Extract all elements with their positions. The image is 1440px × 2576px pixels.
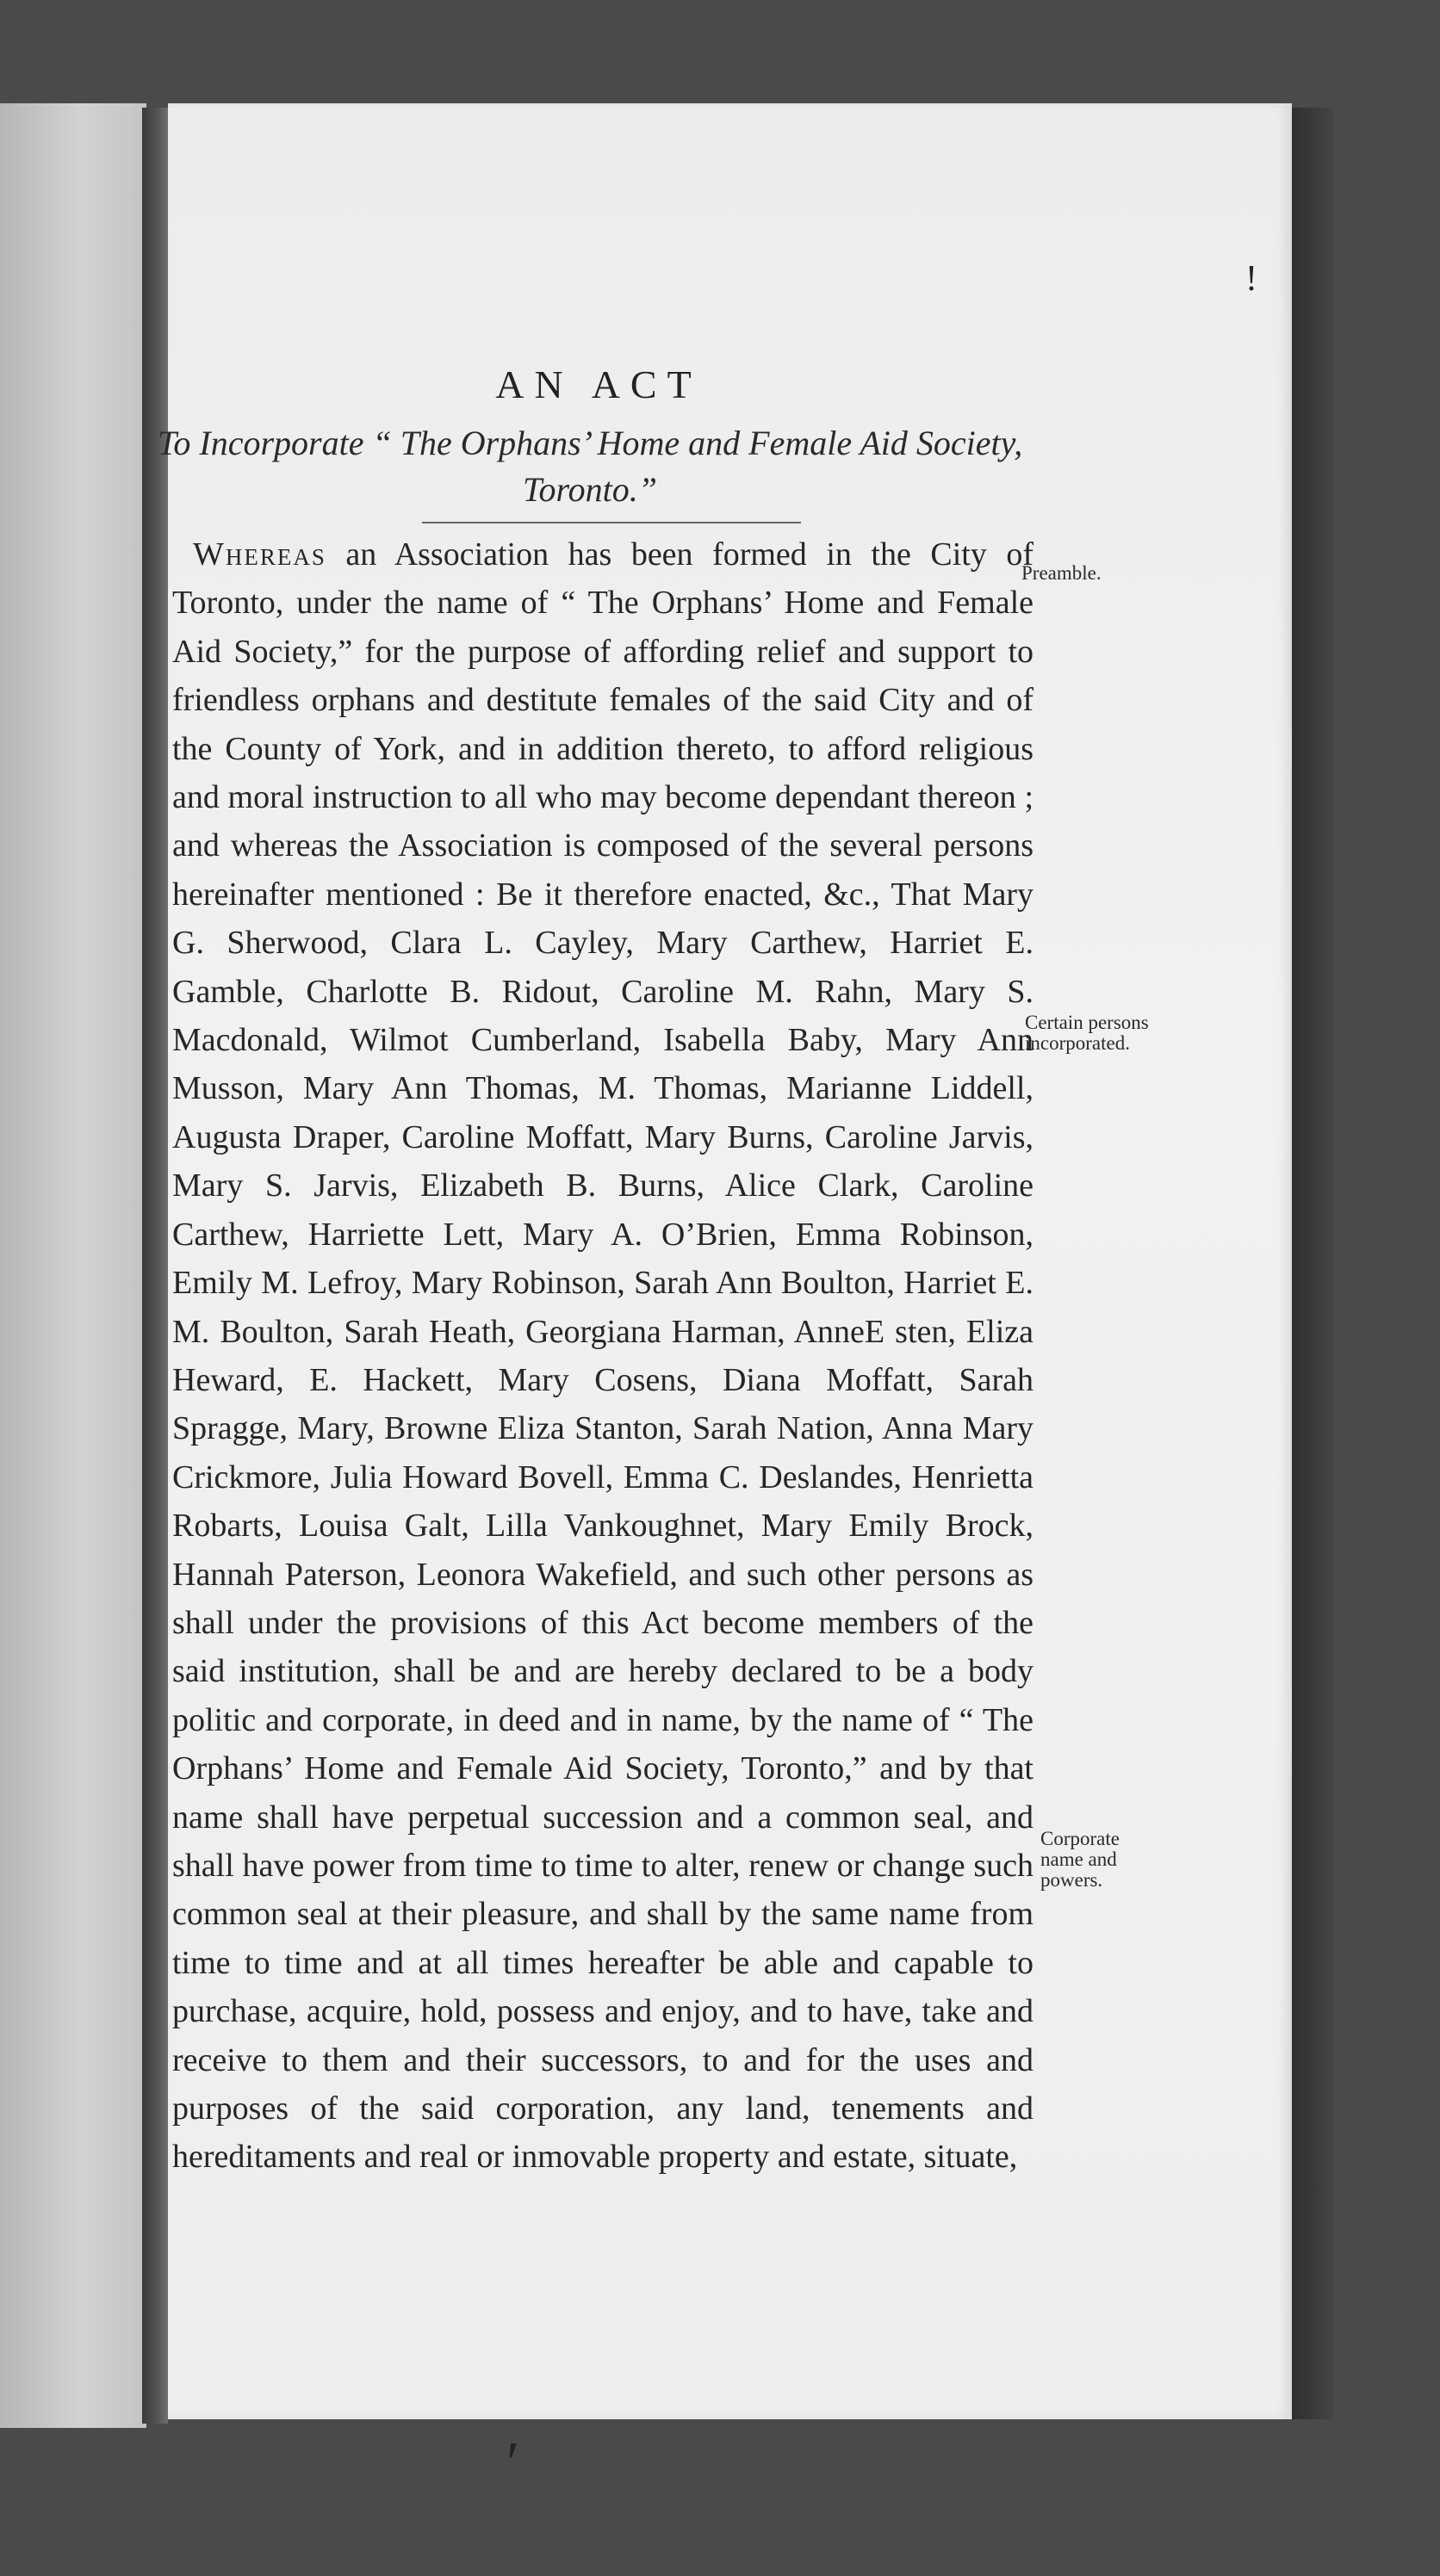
margin-note-corporate-name: Corporate name and powers. bbox=[1040, 1828, 1120, 1891]
body-lead-word: Whereas bbox=[193, 536, 326, 573]
margin-note-certain-persons: Certain persons incorporated. bbox=[1025, 1012, 1149, 1054]
left-facing-page bbox=[0, 103, 146, 2428]
body-text: an Association has been formed in the City of Toronto, under the name of “ The Orphans’ Home and Female Aid Society,” for the purpose of affording relief and support to friendless orphans and destitute females of the said City and of the County of York, and in addition thereto, to afford religious and moral instruction to all who may become dependant thereon ; and whereas the Association is composed of the several persons hereinafter mentioned : Be it therefore enacted, &c., That Mary G. Sherwood, Clara L. Cayley, Mary Carthew, Harriet E. Gamble, Charlotte B. Ridout, Caroline M. Rahn, Mary S. Macdonald, Wilmot Cumberland, Isabella Baby, Mary Ann Musson, Mary Ann Thomas, M. Thomas, Marianne Liddell, Augusta Draper, Caroline Moffatt, Mary Burns, Caroline Jarvis, Mary S. Jarvis, Elizabeth B. Burns, Alice Clark, Caroline Carthew, Harriette Lett, Mary A. O’Brien, Emma Robinson, Emily M. Lefroy, Mary Robinson, Sarah Ann Boulton, Harriet E. M. Boulton, Sarah Heath, Georgiana Harman, AnneE sten, Eliza Heward, E. Hackett, Mary Cosens, Diana Moffatt, Sarah Spragge, Mary, Browne Eliza Stanton, Sarah Nation, Anna Mary Crickmore, Julia Howard Bovell, Emma C. Deslandes, Henrietta Robarts, Louisa Galt, Lilla Vankoughnet, Mary Emily Brock, Hannah Paterson, Leonora Wakefield, and such other persons as shall under the provisions of this Act become members of the said institution, shall be and are hereby declared to be a body politic and corporate, in deed and in name, by the name of “ The Orphans’ Home and Female Aid Society, Toronto,” and by that name shall have perpetual succession and a common seal, and shall have power from time to time to alter, renew or change such common seal at their pleasure, and shall by the same name from time to time and at all times hereafter be able and capable to purchase, acquire, hold, possess and enjoy, and to have, take and receive to them and their successors, to and for the uses and purposes of the said corporation, any land, tenements and hereditaments and real or inmovable property and estate, situate, bbox=[172, 536, 1033, 2176]
act-body bbox=[172, 530, 1033, 2235]
margin-note-preamble: Preamble. bbox=[1021, 562, 1102, 584]
act-subtitle: To Incorporate “ The Orphans’ Home and Female Aid Society, Toronto.” bbox=[157, 424, 1023, 509]
page-edge bbox=[1292, 108, 1333, 2419]
stray-mark-bottom: ′ bbox=[506, 2430, 520, 2497]
act-title: AN ACT bbox=[495, 362, 702, 406]
stray-mark-top: ! bbox=[1245, 259, 1257, 299]
title-rule bbox=[422, 522, 801, 523]
